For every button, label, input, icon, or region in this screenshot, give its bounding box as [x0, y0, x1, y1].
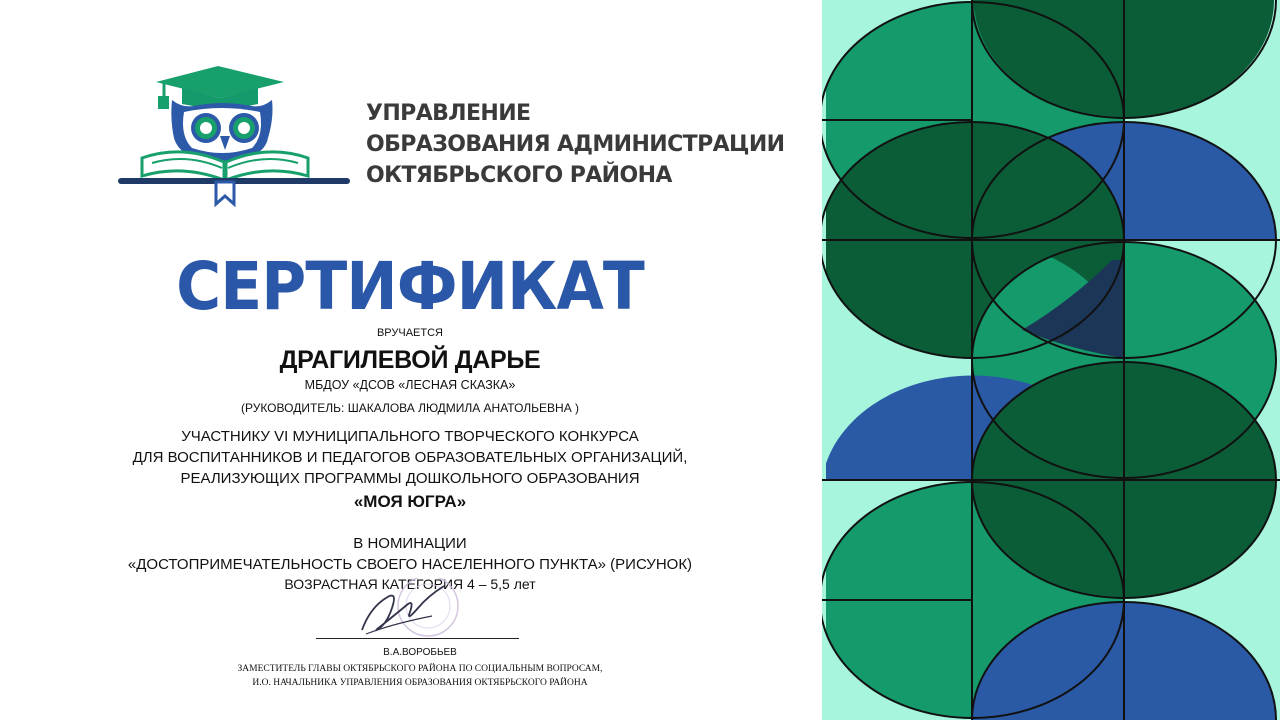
recipient-name: ДРАГИЛЕВОЙ ДАРЬЕ [279, 346, 541, 374]
decorative-pattern [822, 0, 1280, 720]
age-category: ВОЗРАСТНАЯ КАТЕГОРИЯ 4 – 5,5 лет [284, 576, 536, 592]
supervisor: (РУКОВОДИТЕЛЬ: ШАКАЛОВА ЛЮДМИЛА АНАТОЛЬЕВНА ) [240, 401, 580, 415]
organization-line-1: УПРАВЛЕНИЕ [366, 101, 531, 126]
organization-line-2: ОБРАЗОВАНИЯ АДМИНИСТРАЦИИ [366, 132, 785, 157]
signature-line [316, 638, 519, 639]
signatory-position-line-2: И.О. НАЧАЛЬНИКА УПРАВЛЕНИЯ ОБРАЗОВАНИЯ ОКТЯБРЬСКОГО РАЙОНА [252, 678, 588, 688]
institution: МБДОУ «ДСОВ «ЛЕСНАЯ СКАЗКА» [304, 378, 516, 392]
participant-line-2: ДЛЯ ВОСПИТАННИКОВ И ПЕДАГОГОВ ОБРАЗОВАТЕЛЬНЫХ ОРГАНИЗАЦИЙ, [132, 449, 688, 466]
awarded-label: ВРУЧАЕТСЯ [376, 327, 444, 339]
organization-line-3: ОКТЯБРЬСКОГО РАЙОНА [366, 163, 672, 188]
participant-line-3: РЕАЛИЗУЮЩИХ ПРОГРАММЫ ДОШКОЛЬНОГО ОБРАЗОВАНИЯ [180, 470, 640, 487]
nomination: «ДОСТОПРИМЕЧАТЕЛЬНОСТЬ СВОЕГО НАСЕЛЕННОГО ПУНКТА» (РИСУНОК) [127, 556, 693, 573]
owl-with-graduation-cap-and-book-icon [112, 60, 352, 208]
round-seal-stamp [352, 578, 464, 638]
signatory-name: В.А.ВОРОБЬЕВ [383, 647, 457, 658]
signatory-position-line-1: ЗАМЕСТИТЕЛЬ ГЛАВЫ ОКТЯБРЬСКОГО РАЙОНА ПО СОЦИАЛЬНЫМ ВОПРОСАМ, [237, 664, 603, 674]
nomination-label: В НОМИНАЦИИ [353, 535, 467, 552]
participant-line-1: УЧАСТНИКУ VI МУНИЦИПАЛЬНОГО ТВОРЧЕСКОГО КОНКУРСА [181, 428, 639, 445]
certificate-title: СЕРТИФИКАТ [176, 248, 644, 325]
contest-name: «МОЯ ЮГРА» [353, 492, 467, 511]
organization-name [366, 98, 785, 191]
